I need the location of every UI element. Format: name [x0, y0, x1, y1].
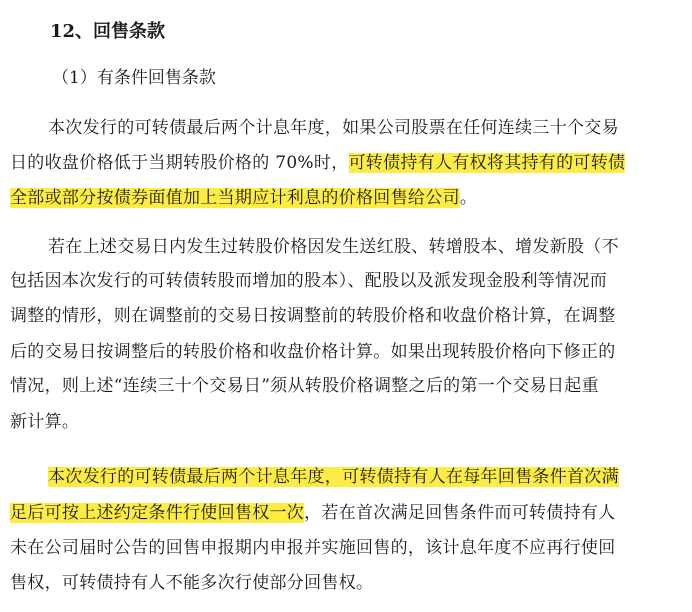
paragraph-1-line-2-text: 日的收盘价格低于当期转股价格的 70%时， — [10, 153, 349, 173]
paragraph-1-line-3 — [10, 185, 672, 211]
paragraph-2-line-2: 包括因本次发行的可转债转股而增加的股本）、配股以及派发现金股利等情况而 — [10, 271, 607, 291]
subsection-heading: （1）有条件回售条款 — [52, 68, 216, 88]
paragraph-2-line-1: 若在上述交易日内发生过转股价格因发生送红股、转增股本、增发新股（不 — [48, 237, 619, 257]
paragraph-1-line-2 — [10, 150, 672, 176]
paragraph-3-line-1 — [10, 464, 672, 490]
paragraph-3-line-2 — [10, 500, 672, 526]
section-heading: 12、回售条款 — [50, 21, 166, 42]
paragraph-2-line-5: 情况，则上述“连续三十个交易日”须从转股价格调整之后的第一个交易日起重 — [10, 376, 599, 396]
highlighted-text: 可转债持有人有权将其持有的可转债 — [348, 153, 626, 173]
paragraph-3-line-4: 售权，可转债持有人不能多次行使部分回售权。 — [10, 573, 374, 593]
paragraph-3-line-3: 未在公司届时公告的回售申报期内申报并实施回售的，该计息年度不应再行使回 — [10, 538, 616, 558]
paragraph-1-line-1: 本次发行的可转债最后两个计息年度，如果公司股票在任何连续三十个交易 — [48, 118, 619, 138]
highlighted-text: 足后可按上述约定条件行使回售权一次 — [10, 503, 305, 523]
paragraph-1-line-3-text: 。 — [459, 188, 478, 208]
highlighted-text: 本次发行的可转债最后两个计息年度，可转债持有人在每年回售条件首次满 — [48, 467, 619, 487]
paragraph-2-line-6: 新计算。 — [10, 412, 80, 432]
paragraph-2-line-3: 调整的情形，则在调整前的交易日按调整前的转股价格和收盘价格计算，在调整 — [10, 306, 616, 326]
paragraph-2-line-4: 后的交易日按调整后的转股价格和收盘价格计算。如果出现转股价格向下修正的 — [10, 342, 616, 362]
paragraph-3-line-2-text: ，若在首次满足回售条件而可转债持有人 — [304, 503, 616, 523]
highlighted-text: 全部或部分按债券面值加上当期应计利息的价格回售给公司 — [10, 188, 460, 208]
